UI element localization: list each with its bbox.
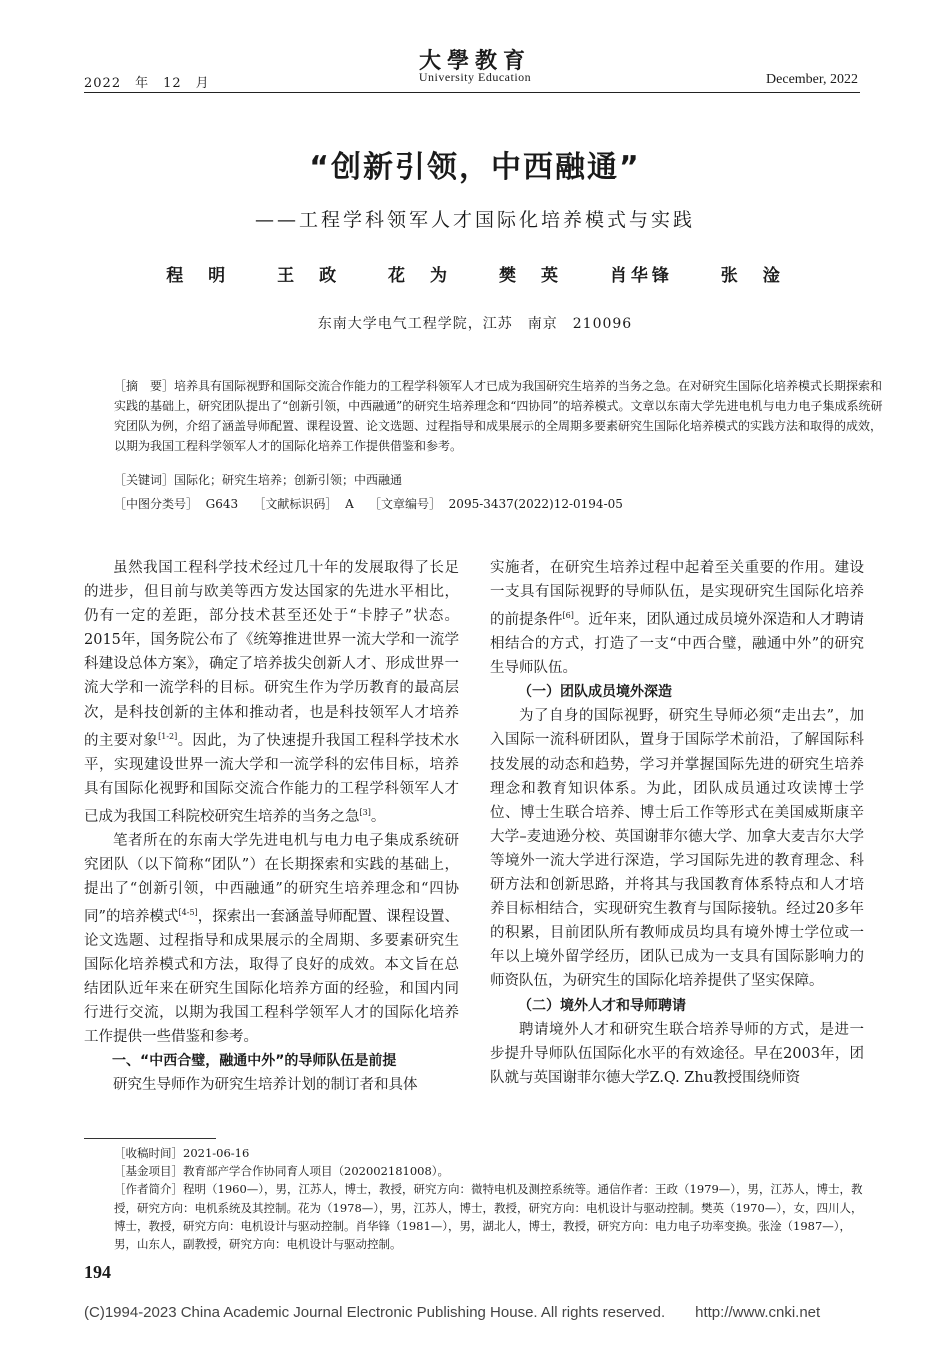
body-text: 虽然我国工程科学技术经过几十年的发展取得了长足的进步，但目前与欧美等西方发达国家的先进水平相比，仍有一定的差距，部分技术甚至还处于“卡脖子”状态。2015年，国务院公布了《统筹推进世界一流大学和一流学科建设总体方案》，确定了培养拔尖创新人才、形成世界一流大学和一流学科的目标。研究生作为学历教育的最高层次，是科技创新的主体和推动者，也是科技领军人才培养的主要对象: [84, 560, 459, 749]
author-name: 肖华锋: [609, 266, 673, 286]
body-text: 。近年来，团队通过成员境外深造和人才聘请相结合的方式，打造了一支“中西合璧，融通中外”的研究生导师队伍。: [490, 612, 864, 677]
keywords-text: 国际化；研究生培养；创新引领；中西融通: [174, 473, 403, 487]
header-divider: [84, 92, 860, 93]
body-text: 。: [370, 808, 386, 825]
citation: [1-2]: [158, 731, 178, 741]
author-name: 程 明: [166, 266, 230, 286]
footnote-text: 2021-06-16: [183, 1146, 250, 1160]
author-affiliation: 东南大学电气工程学院，江苏 南京 210096: [317, 316, 633, 332]
keywords: [114, 470, 890, 490]
fund-project: [114, 1162, 874, 1180]
body-paragraph: 聘请境外人才和研究生联合培养导师的方式，是进一步提升导师队伍国际化水平的有效途径。早在2003年，团队就与英国谢菲尔德大学Z.Q. Zhu教授围绕师资: [490, 1021, 864, 1086]
body-paragraph: 为了自身的国际视野，研究生导师必须“走出去”，加入国际一流科研团队，置身于国际学术前沿，了解国际科技发展的动态和趋势，学习并掌握国际先进的研究生培养理念和教育知识体系。为此，团队成员通过攻读博士学位、博士生联合培养、博士后工作等形式在美国威斯康辛大学–麦迪逊分校、英国谢菲尔德大学、加拿大麦吉尔大学等境外一流大学进行深造，学习国际先进的教育理念、科研方法和创新思路，并将其与我国教育体系特点和人才培养目标相结合，实现研究生教育与国际接轨。经过20多年的积累，目前团队所有教师成员均具有境外博士学位或一年以上境外留学经历，团队已成为一支具有国际影响力的师资队伍，为研究生的国际化培养提供了坚实保障。: [490, 708, 864, 990]
copyright-notice: (C)1994-2023 China Academic Journal Electronic Publishing House. All rights reserved. http://www.cnki.net: [84, 1304, 821, 1321]
footnote-label: ［作者简介］: [114, 1182, 183, 1197]
journal-logo: 大學教育: [418, 48, 531, 74]
author-list: [0, 261, 950, 286]
footnote-text: 教育部产学合作协同育人项目（202002181008）。: [183, 1164, 450, 1179]
abstract-text: 培养具有国际视野和国际交流合作能力的工程学科领军人才已成为我国研究生培养的当务之急。在对研究生国际化培养模式长期探索和实践的基础上，研究团队提出了“创新引领，中西融通”的研究生培养理念和“四协同”的培养模式。文章以东南大学先进电机与电力电子集成系统研究团队为例，介绍了涵盖导师配置、课程设置、论文选题、过程指导和成果展示的全周期多要素研究生国际化培养模式的实践方法和取得的成效，以期为我国工程科学领军人才的国际化培养工作提供借鉴和参考。: [114, 379, 883, 453]
author-name: 张 淦: [720, 266, 784, 286]
author-bio: [114, 1180, 874, 1253]
body-text: 笔者所在的东南大学先进电机与电力电子集成系统研究团队（以下简称“团队”）在长期探索和实践的基础上，提出了“创新引领，中西融通”的研究生培养理念和“四协同”的培养模式: [84, 832, 459, 925]
article-id-label: ［文章编号］: [369, 497, 442, 511]
citation: [4-5]: [178, 907, 198, 917]
classification-info: [114, 494, 890, 514]
citation: [6]: [562, 611, 574, 621]
body-paragraph: 研究生导师作为研究生培养计划的制订者和具体: [113, 1077, 418, 1094]
article-id-value: 2095-3437(2022)12-0194-05: [448, 497, 623, 511]
body-text: 。因此，为了快速提升我国工程科学技术水平，实现建设世界一流大学和一流学科的宏伟目标，培养具有国际化视野和国际交流合作能力的工程学科领军人才已成为我国工科院校研究生培养的当务之急: [84, 732, 459, 825]
clc-label: ［中图分类号］: [114, 497, 199, 511]
page-number: 194: [84, 1262, 111, 1282]
footnote-label: ［基金项目］: [114, 1164, 183, 1179]
section-heading: 一、“中西合璧，融通中外”的导师队伍是前提: [112, 1053, 397, 1070]
clc-value: G643: [205, 497, 239, 511]
footnote-text: 程明（1960—），男，江苏人，博士，教授，研究方向：微特电机及测控系统等。通信作者：王政（1979—），男，江苏人，博士，教授，研究方向：电机系统及其控制。花为（1978—），男，江苏人，博士，教授，研究方向：电机设计与驱动控制。樊英（1970—），女，四川人，博士，教授，研究方向：电机设计与驱动控制。肖华锋（1981—），男，湖北人，博士，教授，研究方向：电力电子功率变换。张淦（1987—），男，山东人，副教授，研究方向：电机设计与驱动控制。: [114, 1182, 863, 1252]
received-date: [114, 1144, 874, 1162]
body-left-column: [84, 556, 459, 1098]
footnote-label: ［收稿时间］: [114, 1146, 183, 1160]
body-paragraph: [84, 556, 459, 829]
footnotes: [114, 1144, 874, 1253]
author-name: 樊 英: [498, 266, 562, 286]
author-name: 王 政: [277, 266, 341, 286]
citation: [3]: [359, 807, 371, 817]
article-title: “创新引领，中西融通”: [309, 150, 641, 185]
body-paragraph: [490, 556, 864, 680]
subsection-heading: （二）境外人才和导师聘请: [518, 997, 686, 1014]
article-subtitle: ——工程学科领军人才国际化培养模式与实践: [254, 209, 695, 231]
keywords-label: ［关键词］: [114, 473, 175, 487]
abstract: [114, 376, 890, 456]
doc-code-label: ［文献标识码］: [253, 497, 338, 511]
footnote-divider: [84, 1138, 216, 1139]
body-right-column: [490, 556, 864, 1090]
abstract-label: ［摘 要］: [114, 379, 175, 393]
author-name: 花 为: [388, 266, 452, 286]
body-paragraph: [84, 829, 459, 1050]
doc-code-value: A: [345, 497, 354, 511]
journal-english-name: University Education: [418, 70, 532, 84]
issue-date-chinese: 2022 年 12 月: [84, 76, 210, 91]
body-text: 实施者，在研究生培养过程中起着至关重要的作用。建设一支具有国际视野的导师队伍，是实现研究生国际化培养的前提条件: [490, 560, 864, 629]
subsection-heading: （一）团队成员境外深造: [518, 684, 672, 701]
body-text: ，探索出一套涵盖导师配置、课程设置、论文选题、过程指导和成果展示的全周期、多要素研究生国际化培养模式和方法，取得了良好的成效。本文旨在总结团队近年来在研究生国际化培养方面的经验，和国内同行进行交流，以期为我国工程科学领军人才的国际化培养工作提供一些借鉴和参考。: [84, 908, 459, 1046]
issue-date-english: December, 2022: [766, 72, 858, 87]
